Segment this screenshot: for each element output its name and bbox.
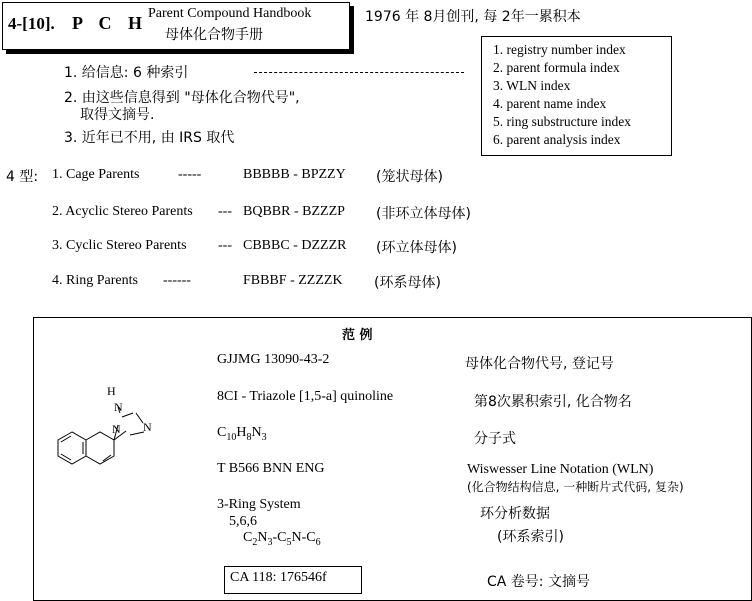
title-chinese: 母体化合物手册 (165, 27, 263, 43)
compound-code-desc: 母体化合物代号, 登记号 (465, 356, 614, 372)
atom-h: H (107, 384, 116, 398)
atom-n: N (143, 420, 152, 434)
type-name: 1. Cage Parents (52, 167, 140, 182)
wln-code: T B566 BNN ENG (217, 461, 325, 476)
compound-name-desc: 第8次累积索引, 化合物名 (474, 394, 632, 410)
ring-desc: 环分析数据 (480, 506, 550, 522)
type-chinese: (笼状母体) (376, 169, 443, 185)
ca-reference: CA 118: 176546f (230, 570, 327, 585)
pyridine-ring (86, 432, 114, 464)
type-name: 4. Ring Parents (52, 273, 138, 288)
note-3: 3. 近年已不用, 由 IRS 取代 (64, 130, 235, 146)
type-code: FBBBF - ZZZZK (243, 273, 343, 288)
wln-note: (化合物结构信息, 一种断片式代码, 复杂) (467, 480, 684, 494)
type-chinese: (非环立体母体) (376, 206, 471, 222)
structure-diagram (50, 375, 170, 475)
wln-desc: Wiswesser Line Notation (WLN) (467, 462, 654, 477)
atom-n: N (112, 422, 121, 436)
ring-formula: $C_2N_3-C_5N-C_6$ (243, 530, 321, 548)
ring-sizes: 5,6,6 (229, 514, 257, 529)
type-chinese: (环立体母体) (376, 240, 457, 256)
type-chinese: (环系母体) (374, 275, 441, 291)
example-title: 范 例 (342, 328, 373, 343)
types-label: 4 型: (6, 169, 39, 185)
type-code: BQBBR - BZZZP (243, 204, 345, 219)
title-english: Parent Compound Handbook (148, 6, 312, 21)
index-item: 4. parent name index (493, 96, 607, 111)
formula-desc: 分子式 (474, 431, 516, 447)
index-item: 2. parent formula index (493, 60, 620, 75)
note-1: 1. 给信息: 6 种索引 (64, 65, 189, 81)
benzene-ring (58, 432, 86, 464)
dashed-connector (254, 72, 464, 73)
index-item: 5. ring substructure index (493, 114, 631, 129)
type-code: BBBBB - BPZZY (243, 167, 346, 182)
index-list-box (481, 36, 672, 156)
type-separator: ----- (178, 167, 202, 182)
type-code: CBBBC - DZZZR (243, 238, 347, 253)
type-separator: ------ (163, 273, 191, 288)
compound-code: GJJMG 13090-43-2 (217, 352, 330, 367)
note-2-cont: 取得文摘号. (80, 107, 155, 123)
type-name: 3. Cyclic Stereo Parents (52, 238, 187, 253)
note-2: 2. 由这些信息得到 "母体化合物代号", (64, 90, 300, 106)
molecular-formula: $C_{10}H_8N_3$ (217, 425, 267, 443)
index-item: 6. parent analysis index (493, 132, 621, 147)
ca-desc: CA 卷号: 文摘号 (487, 574, 590, 590)
ring-system: 3-Ring System (217, 497, 301, 512)
type-name: 2. Acyclic Stereo Parents (52, 204, 193, 219)
type-separator: --- (218, 204, 232, 219)
atom-n: N (114, 400, 123, 414)
index-item: 3. WLN index (493, 78, 571, 93)
founded-note: 1976 年 8月创刊, 每 2年一累积本 (365, 9, 581, 25)
title-abbreviation: P C H (72, 13, 149, 33)
compound-name: 8CI - Triazole [1,5-a] quinoline (217, 389, 394, 404)
ring-desc-2: (环系索引) (497, 529, 564, 545)
index-item: 1. registry number index (493, 42, 626, 57)
type-separator: --- (218, 238, 232, 253)
title-code: 4-[10]. (8, 14, 55, 33)
